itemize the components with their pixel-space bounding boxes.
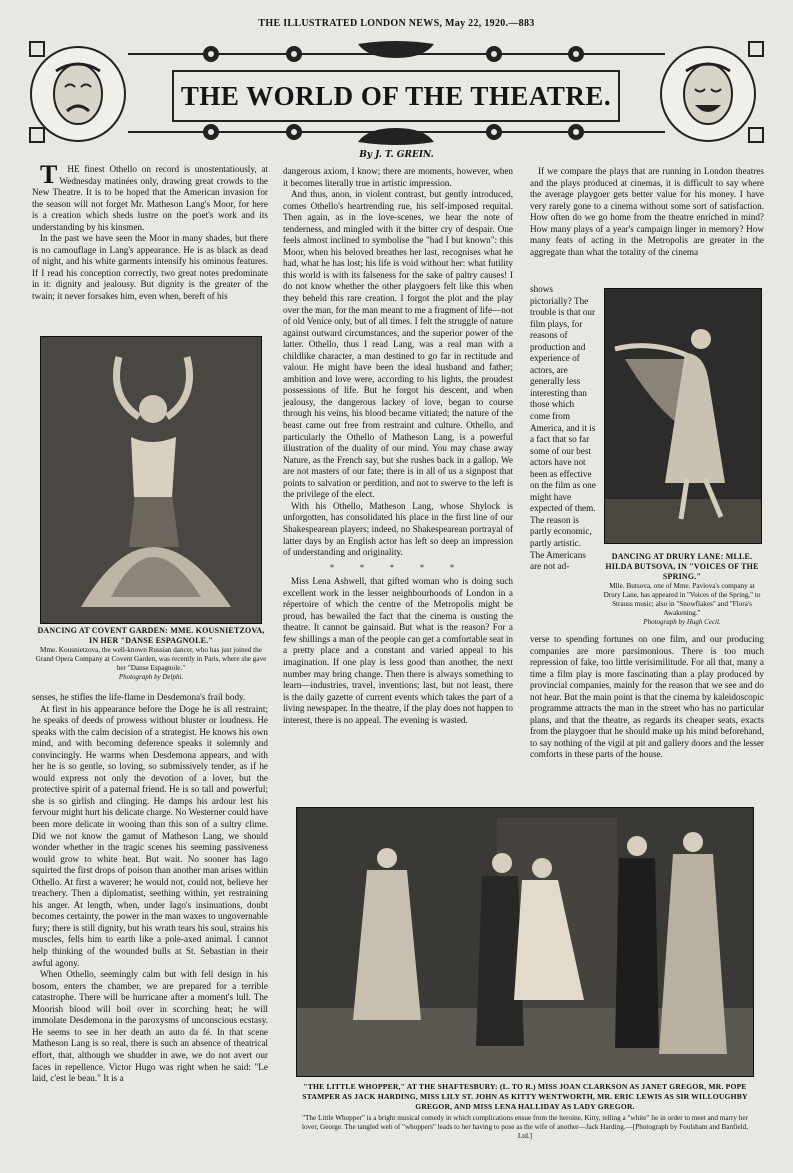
page-title: THE WORLD OF THE THEATRE. xyxy=(172,70,620,122)
caption-little-whopper xyxy=(296,1082,754,1141)
column-1-top xyxy=(32,160,268,303)
photo-little-whopper xyxy=(296,807,754,1077)
col1-paragraph-5: When Othello, seemingly calm but with fell design in his bosom, enters the chamber, we are prepared for a terrible catastrophe. There will be hurricane after a moment's lull. The Moorish blood will boil over in scorching heat; he will immolate Desdemona in the paroxysms of unconscious ecstasy. He seems to see in her death an auto da fé. In that scene Matheson Lang is so real, there is such an absence of theatrical effort, that, although we shudder in awe, we do not avert our faces in repellence. Victor Hugo was right when he said: "Le laid, c'est le beau." It is a xyxy=(32,969,268,1084)
col3-paragraph-1: If we compare the plays that are running in London theatres and the plays produced at cinemas, it is difficult to say where the average playgoer gets better value for his money. I have very rarely gone to a cinema without some sort of satisfaction. How often do we go home from the theatre enriched in mind? How many plays of a year's campaign linger in memory? How many feats of acting in the Metropolis are greater in the aggregate than what the totality of the cinema xyxy=(530,166,764,257)
col2-paragraph-3: With his Othello, Matheson Lang, whose Shylock is unforgotten, has consolidated his place in the first line of our Shakespearean players; indeed, no Shakespearean portrayal of latter days by an English actor has left so deep an impression of understanding and originality. xyxy=(283,500,513,558)
col1-paragraph-1: THE finest Othello on record is unostentatiously, at Wednesday matinées only, drawing great crowds to the New Theatre. It is to be hoped that the American invasion for the season will not forget Mr. Matheson Lang's Moor, for here is a creation which sheds lustre on the poet's work and its understanding by his kinsmen. xyxy=(32,160,268,232)
photo-kousnietzova xyxy=(40,336,262,624)
column-1-bottom xyxy=(32,692,268,1085)
col2-paragraph-4: Miss Lena Ashwell, that gifted woman who is doing such excellent work in the lesser neighbourhoods of London in a répertoire of which the centre of the Metropolis might be proud, has bewailed the fact that the cinema is ousting the theatre. It cannot be gainsaid. But what is the reason? For a few shillings a man of the people can get a comfortable seat in a pretty place and a constant and varied appeal to his imagination. If one play is less good than another, the next number may bring change. Then there is always something to learn—industries, travel, inventions; last, but not least, there is the daily gazette of current events which takes the part of a living newspaper. In the theatre, if the play does not happen to interest, there is no appeal. The evening is wasted. xyxy=(283,576,513,725)
column-3-narrow xyxy=(530,284,596,573)
col1-paragraph-3: senses, he stifles the life-flame in Desdemona's frail body. xyxy=(32,692,246,702)
caption-kousnietzova xyxy=(34,626,268,681)
section-divider: * * * * * xyxy=(330,562,466,572)
caption-body: Mme. Kousnietzova, the well-known Russian dancer, who has just joined the Grand Opera Company at Covent Garden, was recently in Paris, where she gave her "Danse Espagnole." xyxy=(35,646,267,672)
col1-paragraph-4: At first in his appearance before the Doge he is all restraint; he speaks of deeds of prowess without bluster or loudness. He speaks with the calm decision of a strategist. He knows his own mind, and with becoming deference speaks it solemnly and convincingly. He warms when Desdemona appears, and with her he is so gentle, so loving, so submissively tender, as if he would express not only the devotion of a lover, but the protective spirit of a paternal friend. He is so tall and powerful; she is so girlish and clinging. He damps his ardour lest his fervour might hurt his delicate charge. No Westerner could have been more delicate in wooing than this son of a sultry clime. Did we not know the gamut of Matheson Lang, we should wonder whether in the tragic scenes his seeming passiveness would grow to white heat. But wait. No sooner has Iago squirted the first drops of poison than another man arises within Othello. At first a waverer; he would not, could not, believe her treachery. Then a diplomatist, seething within, yet restraining his anger. At length, when, under Iago's insinuations, doubt becomes certainty, the power in the man waxes to ungovernable fury; there is still dignity, but his wrath tears his soul, strains his muscles, fells him to earth like a pole-axed animal. I cannot help thinking of the wounded bulls at St. Sebastian in their awful agony. xyxy=(32,703,268,968)
photo-credit: Photograph by Delphi. xyxy=(118,673,184,681)
caption-body: "The Little Whopper" is a bright musical comedy in which complications ensue from the heroine, Kitty, telling a "white" lie in order to meet and marry her lover, George. The tangled web of "whoppers" leads to her having to pose as the wife of another—Jack Harding.—[Photograph by Foulsham and Banfield, Ltd.] xyxy=(301,1114,749,1140)
column-3-bottom xyxy=(530,634,764,761)
dancer-figure-image xyxy=(41,337,261,623)
caption-title: DANCING AT DRURY LANE: MLLE. HILDA BUTSOVA, IN "VOICES OF THE SPRING." xyxy=(605,552,759,581)
dancer-figure-image xyxy=(605,289,761,543)
photo-credit: Photograph by Hugh Cecil. xyxy=(643,618,721,626)
comedy-mask-icon xyxy=(660,46,756,142)
caption-butsova xyxy=(600,552,764,626)
col1-paragraph-2: In the past we have seen the Moor in many shades, but there is no camouflage in Lang's appearance. He is as black as dead of night, and his white garments intensify his ominous features. If I read his conception correctly, two great notes predominate in it: dignity and jealousy. But dignity is the greater of the twain; it never forsakes him, even when, bereft of his xyxy=(32,233,268,302)
byline: By J. T. GREIN. xyxy=(359,150,434,160)
col3-paragraph-2: verse to spending fortunes on one film, and our producing companies are more parsimonious. There is too much repression of fake, too little verisimilitude. For all that, many a time a film play is more fascinating than a play produced by provincial companies, mainly for the reason that we see and do not hear. But the main point is that the cinema by kaleidoscopic programme attracts the man in the street who has no particular plans, and that the theatre, as regards its cheaper seats, exacts from the playgoer that he should make up his mind beforehand, to say nothing of the vigil at pit and gallery doors and the lesser comforts in these parts of the house. xyxy=(530,634,764,760)
column-3-top xyxy=(530,166,764,258)
tragedy-mask-icon xyxy=(30,46,126,142)
column-2 xyxy=(283,166,513,726)
caption-title: "THE LITTLE WHOPPER," AT THE SHAFTESBURY: (L. TO R.) MISS JOAN CLARKSON AS JANET GREGOR, MR. POPE STAMPER AS JACK HARDING, MISS LILY ST. JOHN AS KITTY WENTWORTH, MR. ERIC LEWIS AS SIR WILLOUGHBY GREGOR, AND MISS LENA HALLIDAY AS LADY GREGOR. xyxy=(302,1082,748,1111)
stage-scene-image xyxy=(297,808,753,1076)
caption-title: DANCING AT COVENT GARDEN: MME. KOUSNIETZOVA, IN HER "DANSE ESPAGNOLE." xyxy=(37,626,265,645)
col2-paragraph-2: And thus, anon, in violent contrast, but gently introduced, comes Othello's heartrending rue, his self-imposed requital. Then again, as in the love-scenes, we hear the note of tenderness, and mingled with it the bitter cry of despair. One feels almost inclined to symbolise the "had I but known": this Moor, when his beloved breathes her last, recognises what he had, what he has lost; his life is void without her: what futility this world is with its falseness for the sake of paltry causes! I do not know whether the other playgoers felt like this when they beheld this rare creation. I forgot the plot and the play over the man, for the man meant to me a fragment of life—not of old Venice only, but of all times. I felt the struggle of nature against outward circumstances, and the superior power of the latter. Othello, thus I read Lang, was a real man with a childlike character, a man destined to go far in rectitude and valour. He might have been the ideal husband and father; ambition and love were, according to his lights, the proudest possessions of life. But he forgot his descent, and when jealousy, the dangerous lackey of love, began to course through his veins, his blood became vitiated; the nature of the beast came out free from restraint and culture. Othello, and particularly the Othello of Matheson Lang, is a powerful illustration of the duality of our mind. You may chase away Nature, as the French say, but she rushes back in a gallop. We are not masters of our fate; there is in all of us a signpost that points to salvation or perdition, and not to swerve to the left is the privilege of the elect. xyxy=(283,189,513,500)
caption-body: Mlle. Butsova, one of Mme. Pavlova's company at Drury Lane, has appeared in "Voices of the Spring," to Strauss music; also in "Snowflakes" and "Flora's Awakening." xyxy=(603,582,761,617)
col2-paragraph-1: dangerous axiom, I know; there are moments, however, when it becomes literally true in artistic impression. xyxy=(283,166,513,188)
running-head: THE ILLUSTRATED LONDON NEWS, May 22, 1920.—883 xyxy=(258,18,535,29)
photo-butsova xyxy=(604,288,762,544)
col3-narrow-text: shows pictorially? The trouble is that our film plays, for reasons of production and experience of actors, are generally less interesting than those which come from America, and it is a fact that so far some of our best actors have not been as effective on the film as one might have expected of them. The reason is partly economic, partly artistic. The Americans are not ad- xyxy=(530,284,596,572)
